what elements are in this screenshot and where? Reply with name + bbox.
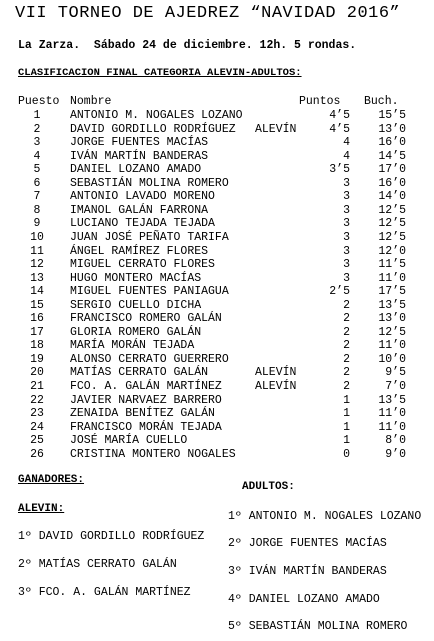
table-row [0, 204, 434, 218]
player-name-cell: JUAN JOSÉ PEÑATO TARIFA [70, 230, 229, 244]
buchholz-cell: 17’5 [378, 285, 406, 299]
table-row [0, 326, 434, 340]
points-cell: 1 [343, 407, 350, 421]
position-cell: 2 [33, 122, 41, 136]
table-row [0, 299, 434, 313]
buchholz-cell: 14’5 [378, 149, 406, 163]
player-name-cell: ALONSO CERRATO GUERRERO [70, 352, 229, 366]
points-cell: 0 [343, 447, 350, 461]
buchholz-cell: 12’0 [378, 244, 406, 258]
category-cell: ALEVÍN [255, 122, 297, 136]
adultos-winner: 1º ANTONIO M. NOGALES LOZANO [228, 510, 422, 523]
points-cell: 3 [343, 271, 350, 285]
position-cell: 4 [33, 149, 41, 163]
table-row [0, 123, 434, 137]
table-row [0, 380, 434, 394]
buchholz-cell: 7’0 [385, 380, 406, 393]
position-cell: 16 [30, 312, 44, 326]
position-cell: 5 [33, 163, 41, 177]
player-name-cell: MARÍA MORÁN TEJADA [70, 339, 195, 353]
buchholz-cell: 12’5 [378, 230, 406, 244]
position-cell: 26 [30, 447, 44, 461]
buchholz-cell: 9’0 [385, 447, 406, 461]
page-title: VII TORNEO DE AJEDREZ “NAVIDAD 2016” [15, 4, 401, 23]
buchholz-cell: 13’5 [378, 298, 406, 312]
player-name-cell: ANTONIO M. NOGALES LOZANO [70, 109, 243, 122]
points-cell: 2 [343, 380, 350, 393]
points-cell: 4 [343, 136, 350, 150]
points-cell: 3’5 [329, 163, 350, 177]
column-header-name: Nombre [70, 95, 112, 108]
alevin-winner: 1º DAVID GORDILLO RODRÍGUEZ [18, 530, 205, 543]
winners-heading: GANADORES: [18, 474, 85, 486]
buchholz-cell: 16’0 [378, 136, 406, 150]
buchholz-cell: 16’0 [378, 176, 406, 190]
points-cell: 2’5 [329, 285, 350, 299]
player-name-cell: IMANOL GALÁN FARRONA [70, 203, 209, 217]
position-cell: 8 [33, 203, 41, 217]
table-row [0, 136, 434, 150]
points-cell: 4’5 [329, 122, 350, 136]
adultos-heading: ADULTOS: [242, 481, 295, 493]
buchholz-cell: 13’0 [378, 312, 406, 326]
player-name-cell: DANIEL LOZANO AMADO [70, 163, 202, 177]
points-cell: 3 [343, 203, 350, 217]
table-row [0, 177, 434, 191]
position-cell: 17 [30, 325, 44, 339]
table-row [0, 163, 434, 177]
points-cell: 3 [343, 258, 350, 272]
category-cell: ALEVÍN [255, 380, 297, 393]
position-cell: 11 [30, 244, 44, 258]
position-cell: 23 [30, 407, 44, 421]
table-row [0, 353, 434, 367]
table-row [0, 272, 434, 286]
table-row [0, 190, 434, 204]
player-name-cell: DAVID GORDILLO RODRÍGUEZ [70, 122, 236, 136]
table-row [0, 407, 434, 421]
buchholz-cell: 15’5 [378, 109, 406, 122]
position-cell: 13 [30, 271, 44, 285]
table-row [0, 150, 434, 164]
position-cell: 6 [33, 176, 41, 190]
table-row [0, 217, 434, 231]
player-name-cell: GLORIA ROMERO GALÁN [70, 325, 202, 339]
table-row [0, 366, 434, 380]
points-cell: 1 [343, 393, 350, 407]
position-cell: 20 [30, 366, 44, 380]
points-cell: 2 [343, 339, 350, 353]
table-row [0, 109, 434, 123]
player-name-cell: JOSÉ MARÍA CUELLO [70, 434, 188, 448]
points-cell: 3 [343, 230, 350, 244]
player-name-cell: HUGO MONTERO MACÍAS [70, 271, 202, 285]
points-cell: 4 [343, 149, 350, 163]
points-cell: 3 [343, 244, 350, 258]
position-cell: 15 [30, 298, 44, 312]
position-cell: 14 [30, 285, 44, 299]
event-details: La Zarza. Sábado 24 de diciembre. 12h. 5 rondas. [18, 39, 357, 52]
buchholz-cell: 11’0 [378, 339, 406, 353]
adultos-winner: 4º DANIEL LOZANO AMADO [228, 593, 380, 606]
table-row [0, 258, 434, 272]
column-header-buch: Buch. [364, 95, 399, 108]
points-cell: 2 [343, 325, 350, 339]
buchholz-cell: 9’5 [385, 366, 406, 380]
position-cell: 10 [30, 230, 44, 244]
position-cell: 3 [33, 136, 41, 150]
player-name-cell: ANTONIO LAVADO MORENO [70, 190, 215, 204]
table-row [0, 231, 434, 245]
buchholz-cell: 10’0 [378, 352, 406, 366]
points-cell: 3 [343, 217, 350, 231]
category-cell: ALEVÍN [255, 366, 297, 380]
classification-heading: CLASIFICACION FINAL CATEGORIA ALEVIN-ADULTOS: [18, 67, 302, 79]
points-cell: 4’5 [329, 109, 350, 122]
adultos-winner: 3º IVÁN MARTÍN BANDERAS [228, 565, 387, 578]
table-row [0, 245, 434, 259]
alevin-winner: 3º FCO. A. GALÁN MARTÍNEZ [18, 586, 191, 599]
column-header-pos: Puesto [18, 95, 60, 108]
player-name-cell: MATÍAS CERRATO GALÁN [70, 366, 209, 380]
position-cell: 22 [30, 393, 44, 407]
adultos-winner: 2º JORGE FUENTES MACÍAS [228, 537, 387, 550]
alevin-heading: ALEVIN: [18, 503, 65, 515]
position-cell: 18 [30, 339, 44, 353]
position-cell: 9 [33, 217, 41, 231]
buchholz-cell: 14’0 [378, 190, 406, 204]
position-cell: 12 [30, 258, 44, 272]
adultos-winner: 5º SEBASTIÁN MOLINA ROMERO [228, 620, 408, 633]
player-name-cell: ÁNGEL RAMÍREZ FLORES [70, 244, 209, 258]
position-cell: 25 [30, 434, 44, 448]
points-cell: 1 [343, 434, 350, 448]
points-cell: 2 [343, 366, 350, 380]
points-cell: 3 [343, 176, 350, 190]
column-header-points: Puntos [299, 95, 341, 108]
player-name-cell: FRANCISCO ROMERO GALÁN [70, 312, 222, 326]
points-cell: 1 [343, 420, 350, 434]
position-cell: 19 [30, 352, 44, 366]
player-name-cell: CRISTINA MONTERO NOGALES [70, 447, 236, 461]
position-cell: 24 [30, 420, 44, 434]
buchholz-cell: 11’5 [378, 258, 406, 272]
table-row [0, 421, 434, 435]
buchholz-cell: 12’5 [378, 203, 406, 217]
position-cell: 1 [33, 109, 41, 122]
buchholz-cell: 8’0 [385, 434, 406, 448]
player-name-cell: LUCIANO TEJADA TEJADA [70, 217, 215, 231]
player-name-cell: MIGUEL CERRATO FLORES [70, 258, 215, 272]
buchholz-cell: 12’5 [378, 325, 406, 339]
position-cell: 21 [30, 380, 44, 393]
buchholz-cell: 17’0 [378, 163, 406, 177]
position-cell: 7 [33, 190, 41, 204]
points-cell: 3 [343, 190, 350, 204]
player-name-cell: IVÁN MARTÍN BANDERAS [70, 149, 209, 163]
player-name-cell: JORGE FUENTES MACÍAS [70, 136, 209, 150]
buchholz-cell: 11’0 [378, 271, 406, 285]
player-name-cell: ZENAIDA BENÍTEZ GALÁN [70, 407, 215, 421]
points-cell: 2 [343, 352, 350, 366]
player-name-cell: SERGIO CUELLO DICHA [70, 298, 202, 312]
player-name-cell: SEBASTIÁN MOLINA ROMERO [70, 176, 229, 190]
player-name-cell: FCO. A. GALÁN MARTÍNEZ [70, 380, 222, 393]
buchholz-cell: 13’5 [378, 393, 406, 407]
player-name-cell: JAVIER NARVAEZ BARRERO [70, 393, 222, 407]
buchholz-cell: 11’0 [378, 420, 406, 434]
buchholz-cell: 11’0 [378, 407, 406, 421]
table-row [0, 434, 434, 448]
points-cell: 2 [343, 312, 350, 326]
alevin-winner: 2º MATÍAS CERRATO GALÁN [18, 558, 177, 571]
table-row [0, 312, 434, 326]
player-name-cell: FRANCISCO MORÁN TEJADA [70, 420, 222, 434]
player-name-cell: MIGUEL FUENTES PANIAGUA [70, 285, 229, 299]
table-row [0, 339, 434, 353]
buchholz-cell: 13’0 [378, 122, 406, 136]
table-row [0, 394, 434, 408]
table-row [0, 448, 434, 462]
buchholz-cell: 12’5 [378, 217, 406, 231]
table-row [0, 285, 434, 299]
points-cell: 2 [343, 298, 350, 312]
